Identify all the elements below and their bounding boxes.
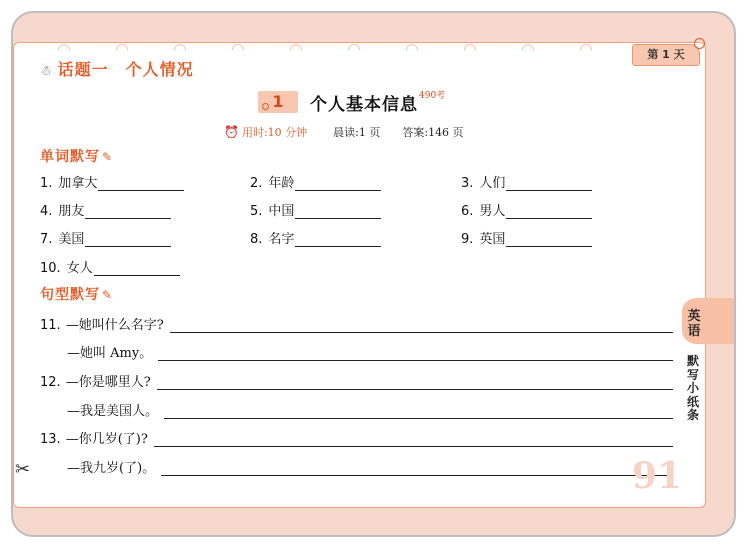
answer-blank[interactable] [98, 176, 184, 191]
word-number: 10. [40, 261, 61, 276]
reading-label: 晨读:1 页 [333, 126, 381, 139]
side-caption: 默写小纸条 [686, 354, 699, 422]
answer-blank[interactable] [295, 204, 381, 219]
section-heading-words [40, 146, 113, 166]
mascot-icon: ☃ [40, 64, 53, 79]
scissors-icon: ✂ [15, 459, 31, 480]
answer-blank[interactable] [506, 176, 592, 191]
sentence-item [40, 372, 673, 390]
answer-blank[interactable] [164, 404, 673, 419]
sentence-text: —她叫什么名字? [65, 318, 164, 333]
word-number: 6. [461, 204, 474, 219]
word-item [461, 201, 592, 219]
word-item [250, 173, 381, 191]
answer-blank[interactable] [154, 432, 673, 447]
sentence-item [67, 401, 673, 419]
day-tab [632, 44, 700, 66]
time-label: 用时:10 分钟 [241, 126, 308, 139]
sentence-text: —我九岁(了)。 [67, 461, 156, 476]
word-number: 2. [250, 176, 263, 191]
word-number: 3. [461, 176, 474, 191]
answer-label: 答案:146 页 [402, 126, 464, 139]
answer-blank[interactable] [85, 232, 171, 247]
word-text: 加拿大 [58, 176, 98, 191]
answer-blank[interactable] [158, 346, 673, 361]
word-text: 英国 [479, 232, 506, 247]
section-title: 句型默写 [40, 287, 100, 303]
word-text: 年龄 [268, 176, 295, 191]
section-heading-sentences [40, 284, 113, 304]
word-item [250, 201, 381, 219]
word-item [40, 201, 171, 219]
word-text: 美国 [58, 232, 85, 247]
word-item [250, 229, 381, 247]
day-label: 第 1 天 [647, 48, 685, 61]
word-text: 名字 [268, 232, 295, 247]
sentence-item [67, 343, 673, 361]
word-number: 7. [40, 232, 53, 247]
page-number: 91 [632, 455, 683, 497]
answer-blank[interactable] [85, 204, 171, 219]
lesson-header [258, 89, 445, 115]
subject-label: 英语 [687, 309, 701, 339]
word-text: 人们 [479, 176, 506, 191]
curl-icon [694, 38, 705, 49]
word-number: 5. [250, 204, 263, 219]
word-number: 8. [250, 232, 263, 247]
word-text: 中国 [268, 204, 295, 219]
answer-blank[interactable] [506, 232, 592, 247]
word-item [461, 173, 592, 191]
word-text: 女人 [66, 261, 93, 276]
sentence-text: —你是哪里人? [65, 375, 151, 390]
pencil-icon: ✎ [102, 288, 114, 302]
sentence-number: 13. [40, 432, 61, 447]
word-item [461, 229, 592, 247]
word-number: 1. [40, 176, 53, 191]
sentence-item [67, 458, 673, 476]
answer-blank[interactable] [506, 204, 592, 219]
answer-blank[interactable] [170, 318, 673, 333]
answer-blank[interactable] [295, 176, 381, 191]
sentence-text: —她叫 Amy。 [67, 346, 153, 361]
topic-label: 话题一 个人情况 [57, 60, 194, 79]
answer-blank[interactable] [295, 232, 381, 247]
lesson-frequency: 490考 [419, 90, 446, 101]
word-text: 男人 [479, 204, 506, 219]
topic-heading [40, 57, 194, 80]
word-number: 9. [461, 232, 474, 247]
lesson-meta [224, 124, 464, 140]
sentence-text: —你几岁(了)? [65, 432, 148, 447]
answer-blank[interactable] [161, 461, 673, 476]
word-item [40, 173, 184, 191]
sentence-number: 12. [40, 375, 61, 390]
pencil-icon: ✎ [102, 150, 114, 164]
word-number: 4. [40, 204, 53, 219]
answer-blank[interactable] [94, 261, 180, 276]
word-item [40, 229, 171, 247]
sentence-item [40, 315, 673, 333]
sentence-number: 11. [40, 318, 61, 333]
word-item [40, 258, 180, 276]
clock-icon: ⏰ [224, 125, 239, 139]
lesson-number: 1 [258, 91, 298, 113]
sentence-item [40, 429, 673, 447]
answer-blank[interactable] [157, 375, 673, 390]
lesson-title: 个人基本信息 [310, 94, 418, 115]
sentence-text: —我是美国人。 [67, 404, 159, 419]
word-text: 朋友 [58, 204, 85, 219]
section-title: 单词默写 [40, 149, 100, 165]
